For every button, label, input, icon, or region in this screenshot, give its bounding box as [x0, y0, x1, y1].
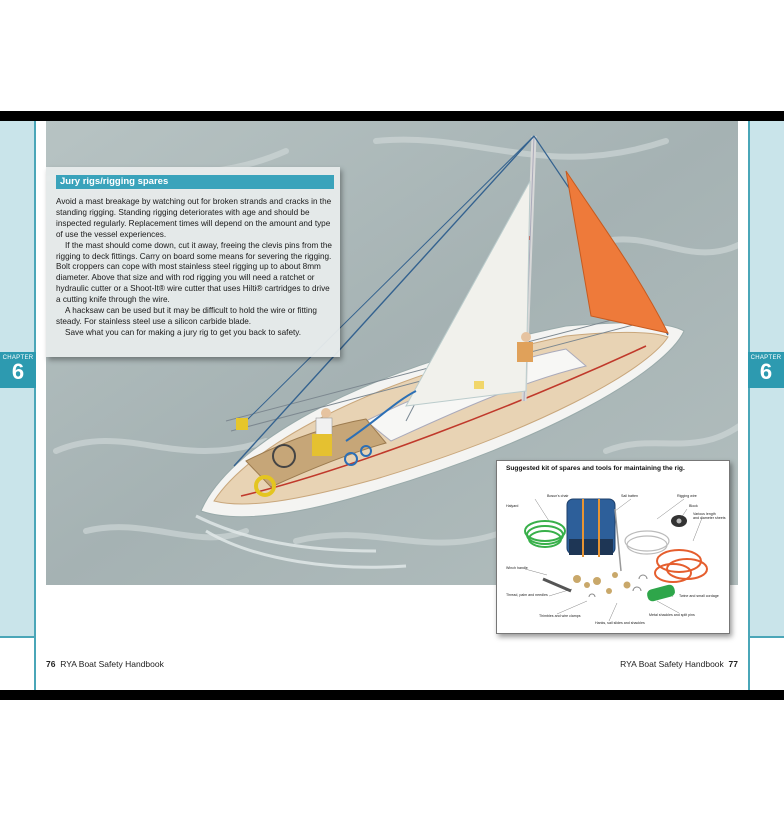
label-various-length: Various length [693, 512, 716, 516]
inset-title: Suggested kit of spares and tools for maintaining the rig. [506, 465, 685, 472]
label-bosuns-chair: Bosun's chair [547, 494, 569, 498]
book-title-left: RYA Boat Safety Handbook [60, 659, 164, 669]
small-fittings [573, 572, 631, 594]
book-title-right: RYA Boat Safety Handbook [620, 659, 724, 669]
bottom-black-bar [0, 690, 784, 700]
label-diameter-sheets: and diameter sheets [693, 516, 726, 520]
page-number-right: 77 [728, 659, 738, 669]
sidebar-textbox [46, 167, 340, 357]
page-number-left: 76 [46, 659, 56, 669]
yellow-hatch [474, 381, 484, 389]
footer-right [620, 659, 738, 669]
block [671, 515, 687, 527]
bosuns-chair [567, 499, 615, 557]
right-footer-rule [748, 636, 784, 638]
label-rigging-wire: Rigging wire [677, 494, 697, 498]
footer-left [46, 659, 164, 669]
sheets-coils [655, 550, 707, 582]
winch-handle [543, 579, 571, 591]
paragraph: Avoid a mast breakage by watching out for broken strands and cracks in the standing rigging. Standing rigging deteriorates with age and should be inspected regularly. Replacement times will depend on the amount and type of use the vessel experiences. [56, 197, 332, 239]
rigging-wire-coil [625, 531, 669, 554]
green-cordage-roll [646, 584, 676, 603]
chapter-number: 6 [11, 359, 25, 384]
label-block: Block [689, 504, 698, 508]
label-halyard: Halyard [506, 504, 519, 508]
top-black-bar [0, 111, 784, 121]
chapter-word: CHAPTER [750, 355, 782, 361]
label-twine: Twine and small cordage [679, 594, 719, 598]
left-footer-rule [0, 636, 36, 638]
chapter-tab-right [748, 352, 784, 388]
spares-kit-diagram [497, 461, 729, 633]
paragraph: Save what you can for making a jury rig to get you back to safety. [65, 327, 302, 337]
sidebar-title: Jury rigs/rigging spares [56, 175, 334, 189]
label-thread: Thread, palm and needles [506, 593, 548, 597]
chapter-number: 6 [759, 359, 773, 384]
right-margin-rule [748, 121, 750, 690]
label-sail-batten: Sail batten [621, 494, 638, 498]
paragraph: A hacksaw can be used but it may be difficult to hold the wire or fitting steady. For stainless steel use a silicon carbide blade. [56, 306, 317, 326]
sail-batten [615, 509, 621, 571]
label-metal-shackles: Metal shackles and split pins [649, 613, 695, 617]
spares-kit-inset [496, 460, 730, 634]
left-margin-rule [34, 121, 36, 690]
chapter-word: CHAPTER [2, 355, 34, 361]
sidebar-body [56, 197, 336, 339]
label-thimbles: Thimbles and wire clamps [539, 614, 581, 618]
label-winch-handle: Winch handle [506, 566, 528, 570]
paragraph: If the mast should come down, cut it away, freeing the clevis pins from the rigging to deck fittings. Carry on board some means for severing the rigging. Bolt croppers can cope with most stainless steel rigging up to about 8mm diameter. Above that size and with rod rigging you will need a ratchet or hydraulic cutter or a Shoot-It® wire cutter that uses Hilti® cartridges to drive a cutting knife through the wire. [56, 240, 332, 305]
chapter-tab-left [0, 352, 36, 388]
label-hanks: Hanks, sail slides and shackles [595, 621, 645, 625]
halyard-coil [525, 521, 565, 547]
yellow-locker [236, 418, 248, 430]
